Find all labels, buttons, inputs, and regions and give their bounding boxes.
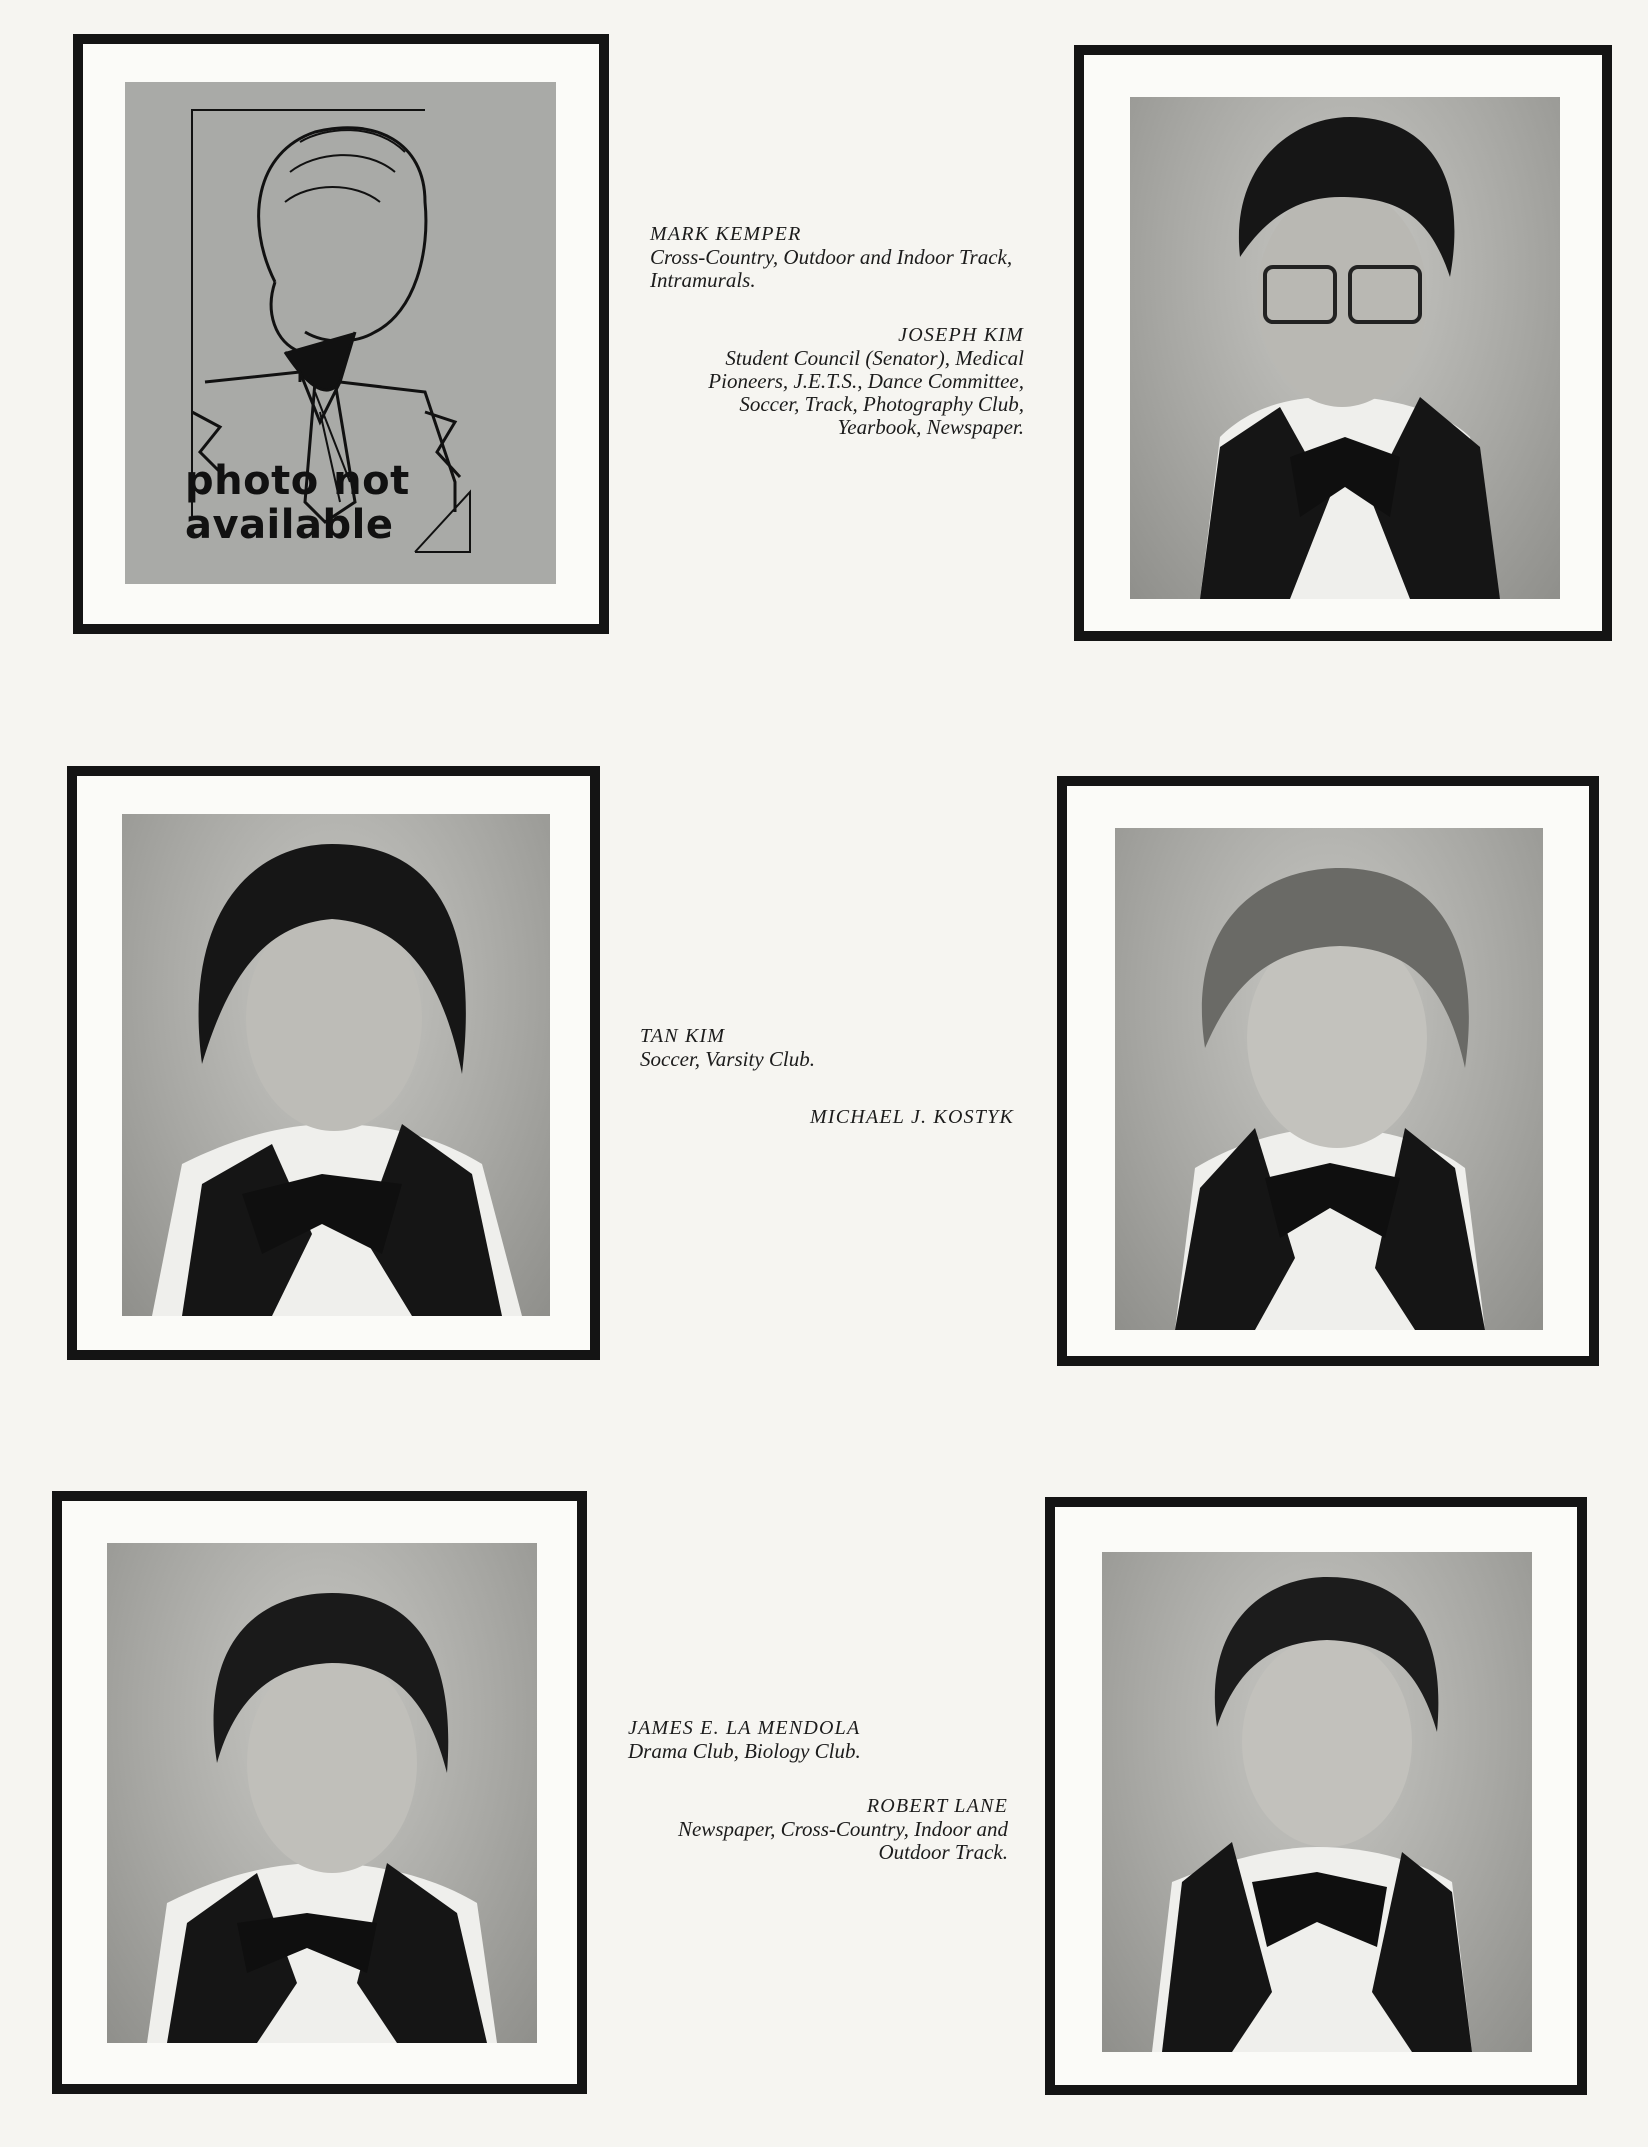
caption-mark-kemper [650,223,1020,292]
placeholder-text-line1: photo not [185,458,410,504]
portrait-photo-tan-kim [122,814,550,1316]
caption-michael-kostyk [700,1106,1014,1129]
person-silhouette-icon [107,1543,537,2043]
student-name: TAN KIM [640,1025,726,1047]
portrait-frame-michael-kostyk [1057,776,1599,1366]
student-activities: Soccer, Varsity Club. [640,1047,815,1071]
student-activities: Drama Club, Biology Club. [628,1739,861,1763]
student-name: ROBERT LANE [866,1795,1008,1817]
person-silhouette-icon [122,814,550,1316]
portrait-photo-james-la-mendola [107,1543,537,2043]
portrait-frame-robert-lane [1045,1497,1587,2095]
placeholder-text-line2: available [185,502,394,548]
caption-james-la-mendola [628,1717,988,1763]
caption-joseph-kim [660,324,1024,439]
portrait-frame-james-la-mendola [52,1491,587,2094]
portrait-photo-robert-lane [1102,1552,1532,2052]
photo-not-available-placeholder [125,82,556,584]
student-name: MICHAEL J. KOSTYK [810,1106,1014,1128]
person-silhouette-icon [1102,1552,1532,2052]
portrait-frame-joseph-kim [1074,45,1612,641]
student-activities: Student Council (Senator), Medical Pioneers, J.E.T.S., Dance Committee, Soccer, Track, Photography Club, Yearbook, Newspaper. [708,346,1024,439]
caption-robert-lane [660,1795,1008,1864]
student-activities: Cross-Country, Outdoor and Indoor Track, Intramurals. [650,245,1013,292]
portrait-photo-joseph-kim [1130,97,1560,599]
portrait-frame-tan-kim [67,766,600,1360]
portrait-photo-michael-kostyk [1115,828,1543,1330]
portrait-frame-mark-kemper [73,34,609,634]
student-name: MARK KEMPER [650,223,802,245]
person-silhouette-icon [1130,97,1560,599]
student-name: JAMES E. LA MENDOLA [628,1717,861,1739]
person-silhouette-icon [1115,828,1543,1330]
student-activities: Newspaper, Cross-Country, Indoor and Outdoor Track. [677,1817,1008,1864]
caption-tan-kim [640,1025,940,1071]
student-name: JOSEPH KIM [898,324,1024,346]
